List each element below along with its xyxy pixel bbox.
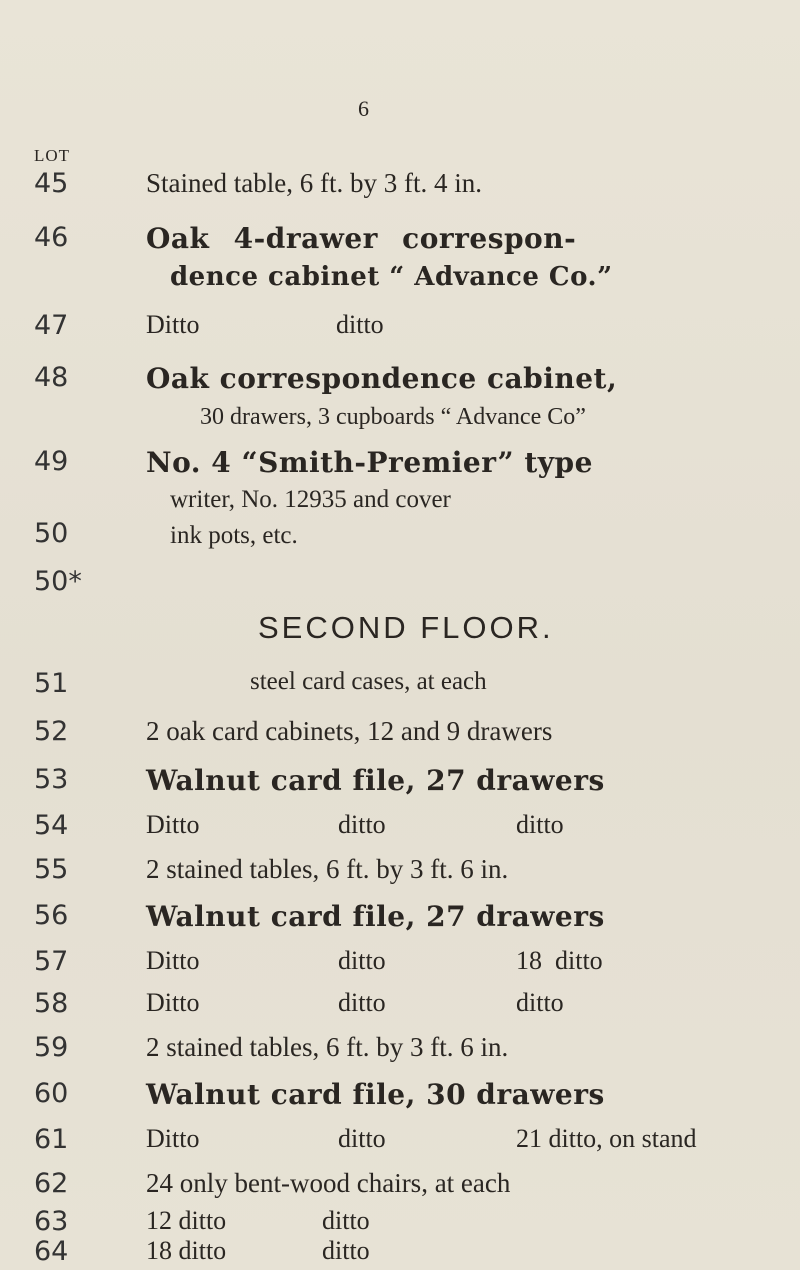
lot-number: 46 bbox=[34, 222, 69, 253]
lot-number: 58 bbox=[34, 988, 69, 1019]
lot-description: Oak 4-drawer correspon- bbox=[146, 222, 577, 255]
lot-number: 57 bbox=[34, 946, 69, 977]
ditto-col-2: ditto bbox=[338, 810, 386, 839]
lot-description-cont: dence cabinet “ Advance Co.” bbox=[170, 262, 613, 292]
ditto-col-1: Ditto bbox=[146, 810, 200, 839]
ditto-col-1: 12 ditto bbox=[146, 1206, 227, 1235]
lot-description: No. 4 “Smith-Premier” type bbox=[146, 446, 593, 479]
lot-description-cont: writer, No. 12935 and cover bbox=[170, 486, 451, 513]
ditto-col-2: ditto bbox=[322, 1206, 370, 1235]
ditto-col-1: 18 ditto bbox=[146, 1236, 227, 1265]
lot-number: 52 bbox=[34, 716, 69, 747]
lot-number: 64 bbox=[34, 1236, 69, 1267]
lot-number: 47 bbox=[34, 310, 69, 341]
ditto-col-3: ditto bbox=[516, 810, 564, 839]
ditto-col-1: Ditto bbox=[146, 946, 200, 975]
lot-number: 49 bbox=[34, 446, 69, 477]
lot-description: 2 stained tables, 6 ft. by 3 ft. 6 in. bbox=[146, 854, 509, 884]
lot-description: 2 oak card cabinets, 12 and 9 drawers bbox=[146, 716, 553, 746]
lot-description: Walnut card file, 30 drawers bbox=[146, 1078, 605, 1111]
ditto-col-3: ditto bbox=[516, 988, 564, 1017]
lot-number: 50 bbox=[34, 518, 69, 549]
lot-description: Stained table, 6 ft. by 3 ft. 4 in. bbox=[146, 168, 482, 198]
lot-description: ink pots, etc. bbox=[170, 522, 298, 549]
lot-number: 62 bbox=[34, 1168, 69, 1199]
ditto-col-2: ditto bbox=[322, 1236, 370, 1265]
lot-column-label: LOT bbox=[34, 146, 71, 165]
lot-description-cont: 30 drawers, 3 cupboards “ Advance Co” bbox=[200, 404, 586, 430]
lot-number: 53 bbox=[34, 764, 69, 795]
lot-number: 48 bbox=[34, 362, 69, 393]
ditto-col-2: ditto bbox=[338, 946, 386, 975]
lot-description: 2 stained tables, 6 ft. by 3 ft. 6 in. bbox=[146, 1032, 509, 1062]
lot-description: steel card cases, at each bbox=[250, 668, 487, 695]
ditto-col-2: ditto bbox=[338, 988, 386, 1017]
page-number: 6 bbox=[358, 96, 369, 121]
section-heading: SECOND FLOOR. bbox=[258, 610, 554, 645]
lot-description: Walnut card file, 27 drawers bbox=[146, 900, 605, 933]
lot-number: 50* bbox=[34, 566, 82, 597]
lot-description: Oak correspondence cabinet, bbox=[146, 362, 618, 395]
lot-description: Walnut card file, 27 drawers bbox=[146, 764, 605, 797]
ditto-col-1: Ditto bbox=[146, 988, 200, 1017]
lot-number: 45 bbox=[34, 168, 69, 199]
lot-number: 54 bbox=[34, 810, 69, 841]
ditto-col-2: ditto bbox=[336, 310, 384, 339]
lot-number: 61 bbox=[34, 1124, 69, 1155]
lot-number: 56 bbox=[34, 900, 69, 931]
ditto-col-1: Ditto bbox=[146, 310, 200, 339]
lot-number: 55 bbox=[34, 854, 69, 885]
ditto-col-3: 18 ditto bbox=[516, 946, 603, 975]
lot-number: 59 bbox=[34, 1032, 69, 1063]
ditto-col-1: Ditto bbox=[146, 1124, 200, 1153]
lot-number: 60 bbox=[34, 1078, 69, 1109]
ditto-col-3: 21 ditto, on stand bbox=[516, 1124, 697, 1153]
lot-number: 63 bbox=[34, 1206, 69, 1237]
lot-number: 51 bbox=[34, 668, 69, 699]
ditto-col-2: ditto bbox=[338, 1124, 386, 1153]
lot-description: 24 only bent-wood chairs, at each bbox=[146, 1168, 511, 1198]
